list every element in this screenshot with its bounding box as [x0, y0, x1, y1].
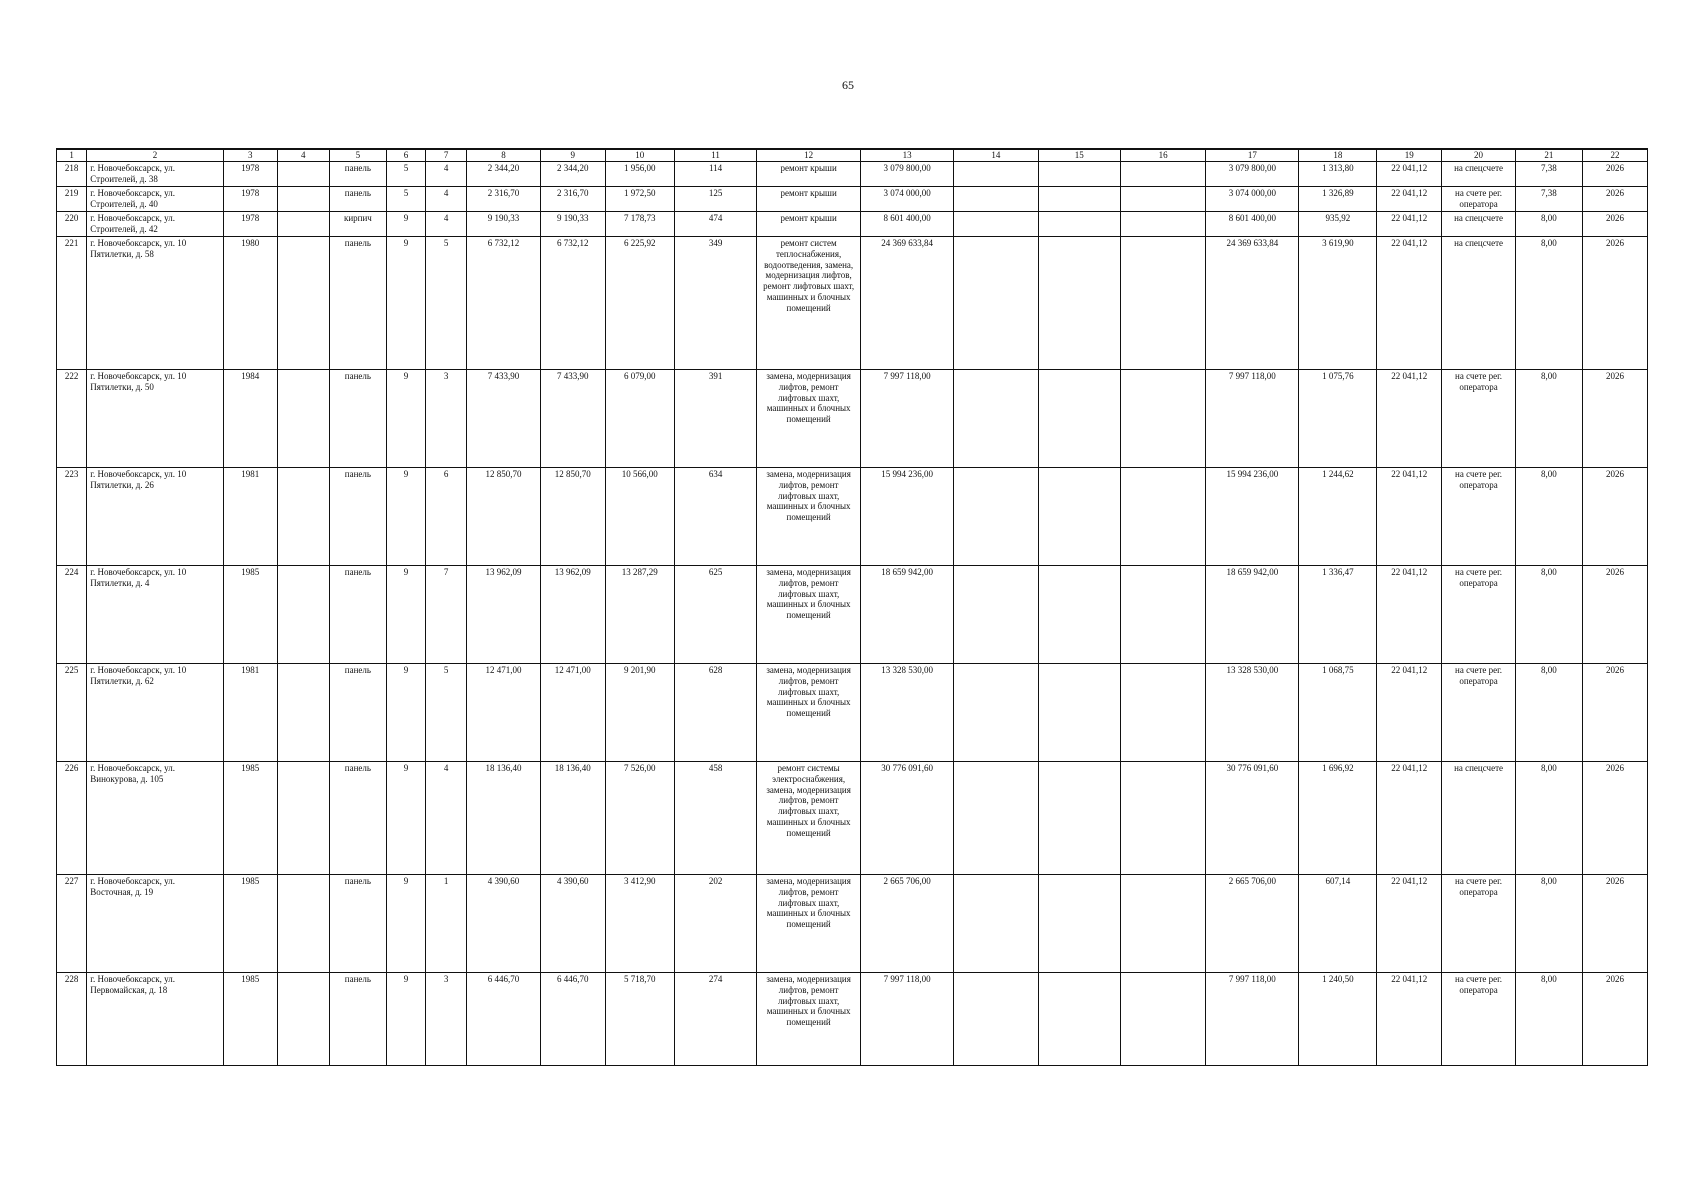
- col14-cell: [954, 162, 1038, 187]
- col4-cell: [277, 973, 329, 1066]
- work-type-cell: ремонт систем теплоснабжения, водоотведения, замена, модернизация лифтов, ремонт лифтовых шахт, машинных и блочных помещений: [757, 237, 861, 370]
- column-header-5: 5: [329, 149, 386, 162]
- rate-cell: 8,00: [1515, 762, 1582, 875]
- column-header-2: 2: [87, 149, 223, 162]
- col15-cell: [1038, 370, 1120, 468]
- year-cell: 1980: [223, 237, 277, 370]
- col4-cell: [277, 370, 329, 468]
- address-cell: г. Новочебоксарск, ул. 10 Пятилетки, д. 62: [87, 664, 223, 762]
- floors-cell: 5: [387, 162, 426, 187]
- row-number: 223: [57, 468, 87, 566]
- col15-cell: [1038, 875, 1120, 973]
- area-living-cell: 1 956,00: [605, 162, 674, 187]
- row-number: 220: [57, 212, 87, 237]
- area-living-cell: 5 718,70: [605, 973, 674, 1066]
- residents-cell: 634: [674, 468, 756, 566]
- address-cell: г. Новочебоксарск, ул. 10 Пятилетки, д. 4: [87, 566, 223, 664]
- deadline-cell: 2026: [1582, 162, 1647, 187]
- floors-cell: 9: [387, 468, 426, 566]
- area-used-cell: 12 850,70: [540, 468, 605, 566]
- row-number: 226: [57, 762, 87, 875]
- column-header-16: 16: [1120, 149, 1206, 162]
- account-cell: на спецсчете: [1442, 212, 1516, 237]
- account-cell: на счете рег. оператора: [1442, 187, 1516, 212]
- material-cell: панель: [329, 973, 386, 1066]
- col14-cell: [954, 468, 1038, 566]
- col14-cell: [954, 664, 1038, 762]
- col16-cell: [1120, 187, 1206, 212]
- column-header-18: 18: [1299, 149, 1377, 162]
- col14-cell: [954, 237, 1038, 370]
- col19-cell: 22 041,12: [1377, 973, 1442, 1066]
- table-row: [57, 762, 1648, 875]
- address-cell: г. Новочебоксарск, ул. Строителей, д. 42: [87, 212, 223, 237]
- area-used-cell: 18 136,40: [540, 762, 605, 875]
- table-row: [57, 237, 1648, 370]
- year-cell: 1981: [223, 468, 277, 566]
- col15-cell: [1038, 237, 1120, 370]
- column-header-9: 9: [540, 149, 605, 162]
- floors-cell: 9: [387, 370, 426, 468]
- col4-cell: [277, 212, 329, 237]
- entrances-cell: 5: [426, 237, 467, 370]
- col19-cell: 22 041,12: [1377, 237, 1442, 370]
- cost-cell: 3 074 000,00: [861, 187, 954, 212]
- material-cell: панель: [329, 468, 386, 566]
- column-header-19: 19: [1377, 149, 1442, 162]
- cost-cell: 13 328 530,00: [861, 664, 954, 762]
- column-header-6: 6: [387, 149, 426, 162]
- work-type-cell: замена, модернизация лифтов, ремонт лифтовых шахт, машинных и блочных помещений: [757, 370, 861, 468]
- area-total-cell: 7 433,90: [467, 370, 541, 468]
- row-number: 222: [57, 370, 87, 468]
- year-cell: 1978: [223, 187, 277, 212]
- col19-cell: 22 041,12: [1377, 875, 1442, 973]
- residents-cell: 458: [674, 762, 756, 875]
- table-row: [57, 875, 1648, 973]
- column-header-20: 20: [1442, 149, 1516, 162]
- column-number-header: [57, 149, 1648, 162]
- year-cell: 1985: [223, 973, 277, 1066]
- area-living-cell: 6 225,92: [605, 237, 674, 370]
- entrances-cell: 3: [426, 973, 467, 1066]
- residents-cell: 474: [674, 212, 756, 237]
- area-living-cell: 1 972,50: [605, 187, 674, 212]
- table-row: [57, 370, 1648, 468]
- deadline-cell: 2026: [1582, 468, 1647, 566]
- column-header-7: 7: [426, 149, 467, 162]
- col4-cell: [277, 237, 329, 370]
- area-used-cell: 4 390,60: [540, 875, 605, 973]
- col18-cell: 1 240,50: [1299, 973, 1377, 1066]
- column-header-10: 10: [605, 149, 674, 162]
- col17-cell: 3 079 800,00: [1206, 162, 1299, 187]
- col17-cell: 8 601 400,00: [1206, 212, 1299, 237]
- work-type-cell: ремонт системы электроснабжения, замена, модернизация лифтов, ремонт лифтовых шахт, машинных и блочных помещений: [757, 762, 861, 875]
- col15-cell: [1038, 162, 1120, 187]
- col19-cell: 22 041,12: [1377, 566, 1442, 664]
- year-cell: 1985: [223, 875, 277, 973]
- column-header-14: 14: [954, 149, 1038, 162]
- work-type-cell: замена, модернизация лифтов, ремонт лифтовых шахт, машинных и блочных помещений: [757, 566, 861, 664]
- column-header-17: 17: [1206, 149, 1299, 162]
- col15-cell: [1038, 212, 1120, 237]
- column-header-15: 15: [1038, 149, 1120, 162]
- table-row: [57, 162, 1648, 187]
- cost-cell: 7 997 118,00: [861, 973, 954, 1066]
- floors-cell: 5: [387, 187, 426, 212]
- area-used-cell: 2 344,20: [540, 162, 605, 187]
- col19-cell: 22 041,12: [1377, 162, 1442, 187]
- col17-cell: 30 776 091,60: [1206, 762, 1299, 875]
- col17-cell: 7 997 118,00: [1206, 370, 1299, 468]
- material-cell: панель: [329, 566, 386, 664]
- floors-cell: 9: [387, 664, 426, 762]
- residents-cell: 628: [674, 664, 756, 762]
- year-cell: 1984: [223, 370, 277, 468]
- table-row: [57, 566, 1648, 664]
- col17-cell: 15 994 236,00: [1206, 468, 1299, 566]
- address-cell: г. Новочебоксарск, ул. Первомайская, д. 18: [87, 973, 223, 1066]
- address-cell: г. Новочебоксарск, ул. Строителей, д. 40: [87, 187, 223, 212]
- area-living-cell: 10 566,00: [605, 468, 674, 566]
- material-cell: кирпич: [329, 212, 386, 237]
- floors-cell: 9: [387, 237, 426, 370]
- row-number: 219: [57, 187, 87, 212]
- col16-cell: [1120, 762, 1206, 875]
- col19-cell: 22 041,12: [1377, 664, 1442, 762]
- work-type-cell: замена, модернизация лифтов, ремонт лифтовых шахт, машинных и блочных помещений: [757, 664, 861, 762]
- col14-cell: [954, 566, 1038, 664]
- area-total-cell: 12 471,00: [467, 664, 541, 762]
- col16-cell: [1120, 973, 1206, 1066]
- col15-cell: [1038, 973, 1120, 1066]
- year-cell: 1981: [223, 664, 277, 762]
- rate-cell: 7,38: [1515, 187, 1582, 212]
- residents-cell: 625: [674, 566, 756, 664]
- repair-register-table: [56, 148, 1648, 1066]
- area-used-cell: 12 471,00: [540, 664, 605, 762]
- area-living-cell: 6 079,00: [605, 370, 674, 468]
- area-total-cell: 12 850,70: [467, 468, 541, 566]
- address-cell: г. Новочебоксарск, ул. 10 Пятилетки, д. 26: [87, 468, 223, 566]
- rate-cell: 8,00: [1515, 566, 1582, 664]
- work-type-cell: замена, модернизация лифтов, ремонт лифтовых шахт, машинных и блочных помещений: [757, 973, 861, 1066]
- col15-cell: [1038, 762, 1120, 875]
- account-cell: на спецсчете: [1442, 762, 1516, 875]
- deadline-cell: 2026: [1582, 370, 1647, 468]
- residents-cell: 349: [674, 237, 756, 370]
- page-number: 65: [842, 78, 854, 92]
- col15-cell: [1038, 664, 1120, 762]
- column-header-11: 11: [674, 149, 756, 162]
- column-header-22: 22: [1582, 149, 1647, 162]
- account-cell: на спецсчете: [1442, 162, 1516, 187]
- material-cell: панель: [329, 875, 386, 973]
- rate-cell: 7,38: [1515, 162, 1582, 187]
- area-used-cell: 9 190,33: [540, 212, 605, 237]
- table-row: [57, 973, 1648, 1066]
- area-used-cell: 13 962,09: [540, 566, 605, 664]
- table-row: [57, 187, 1648, 212]
- cost-cell: 2 665 706,00: [861, 875, 954, 973]
- account-cell: на счете рег. оператора: [1442, 664, 1516, 762]
- area-living-cell: 3 412,90: [605, 875, 674, 973]
- area-living-cell: 7 178,73: [605, 212, 674, 237]
- material-cell: панель: [329, 664, 386, 762]
- deadline-cell: 2026: [1582, 187, 1647, 212]
- column-header-12: 12: [757, 149, 861, 162]
- area-used-cell: 6 446,70: [540, 973, 605, 1066]
- entrances-cell: 4: [426, 162, 467, 187]
- row-number: 225: [57, 664, 87, 762]
- rate-cell: 8,00: [1515, 664, 1582, 762]
- deadline-cell: 2026: [1582, 212, 1647, 237]
- column-header-3: 3: [223, 149, 277, 162]
- table-body: [57, 162, 1648, 1066]
- col18-cell: 1 313,80: [1299, 162, 1377, 187]
- address-cell: г. Новочебоксарск, ул. 10 Пятилетки, д. 50: [87, 370, 223, 468]
- account-cell: на счете рег. оператора: [1442, 973, 1516, 1066]
- row-number: 221: [57, 237, 87, 370]
- address-cell: г. Новочебоксарск, ул. 10 Пятилетки, д. 58: [87, 237, 223, 370]
- rate-cell: 8,00: [1515, 212, 1582, 237]
- col4-cell: [277, 566, 329, 664]
- floors-cell: 9: [387, 566, 426, 664]
- col16-cell: [1120, 162, 1206, 187]
- col4-cell: [277, 875, 329, 973]
- col4-cell: [277, 664, 329, 762]
- row-number: 224: [57, 566, 87, 664]
- cost-cell: 15 994 236,00: [861, 468, 954, 566]
- account-cell: на счете рег. оператора: [1442, 468, 1516, 566]
- account-cell: на счете рег. оператора: [1442, 566, 1516, 664]
- area-used-cell: 2 316,70: [540, 187, 605, 212]
- account-cell: на счете рег. оператора: [1442, 875, 1516, 973]
- entrances-cell: 1: [426, 875, 467, 973]
- area-living-cell: 13 287,29: [605, 566, 674, 664]
- year-cell: 1985: [223, 566, 277, 664]
- area-total-cell: 2 316,70: [467, 187, 541, 212]
- col17-cell: 2 665 706,00: [1206, 875, 1299, 973]
- cost-cell: 7 997 118,00: [861, 370, 954, 468]
- table-row: [57, 664, 1648, 762]
- cost-cell: 8 601 400,00: [861, 212, 954, 237]
- col18-cell: 3 619,90: [1299, 237, 1377, 370]
- col4-cell: [277, 762, 329, 875]
- residents-cell: 202: [674, 875, 756, 973]
- col15-cell: [1038, 566, 1120, 664]
- work-type-cell: ремонт крыши: [757, 212, 861, 237]
- col14-cell: [954, 370, 1038, 468]
- column-header-8: 8: [467, 149, 541, 162]
- material-cell: панель: [329, 162, 386, 187]
- residents-cell: 125: [674, 187, 756, 212]
- area-total-cell: 6 732,12: [467, 237, 541, 370]
- col16-cell: [1120, 566, 1206, 664]
- area-total-cell: 18 136,40: [467, 762, 541, 875]
- col18-cell: 1 075,76: [1299, 370, 1377, 468]
- col19-cell: 22 041,12: [1377, 187, 1442, 212]
- col16-cell: [1120, 212, 1206, 237]
- col16-cell: [1120, 664, 1206, 762]
- deadline-cell: 2026: [1582, 762, 1647, 875]
- col19-cell: 22 041,12: [1377, 762, 1442, 875]
- col4-cell: [277, 162, 329, 187]
- column-header-21: 21: [1515, 149, 1582, 162]
- floors-cell: 9: [387, 875, 426, 973]
- account-cell: на спецсчете: [1442, 237, 1516, 370]
- col16-cell: [1120, 875, 1206, 973]
- entrances-cell: 6: [426, 468, 467, 566]
- row-number: 218: [57, 162, 87, 187]
- deadline-cell: 2026: [1582, 875, 1647, 973]
- work-type-cell: замена, модернизация лифтов, ремонт лифтовых шахт, машинных и блочных помещений: [757, 468, 861, 566]
- rate-cell: 8,00: [1515, 875, 1582, 973]
- material-cell: панель: [329, 237, 386, 370]
- entrances-cell: 4: [426, 212, 467, 237]
- col15-cell: [1038, 187, 1120, 212]
- col15-cell: [1038, 468, 1120, 566]
- col17-cell: 13 328 530,00: [1206, 664, 1299, 762]
- area-living-cell: 7 526,00: [605, 762, 674, 875]
- col19-cell: 22 041,12: [1377, 212, 1442, 237]
- col18-cell: 935,92: [1299, 212, 1377, 237]
- work-type-cell: замена, модернизация лифтов, ремонт лифтовых шахт, машинных и блочных помещений: [757, 875, 861, 973]
- row-number: 227: [57, 875, 87, 973]
- col16-cell: [1120, 468, 1206, 566]
- floors-cell: 9: [387, 973, 426, 1066]
- col18-cell: 1 696,92: [1299, 762, 1377, 875]
- entrances-cell: 4: [426, 187, 467, 212]
- col18-cell: 1 244,62: [1299, 468, 1377, 566]
- col14-cell: [954, 212, 1038, 237]
- floors-cell: 9: [387, 212, 426, 237]
- work-type-cell: ремонт крыши: [757, 187, 861, 212]
- col17-cell: 7 997 118,00: [1206, 973, 1299, 1066]
- material-cell: панель: [329, 370, 386, 468]
- material-cell: панель: [329, 762, 386, 875]
- entrances-cell: 4: [426, 762, 467, 875]
- rate-cell: 8,00: [1515, 973, 1582, 1066]
- year-cell: 1985: [223, 762, 277, 875]
- address-cell: г. Новочебоксарск, ул. Восточная, д. 19: [87, 875, 223, 973]
- cost-cell: 3 079 800,00: [861, 162, 954, 187]
- col14-cell: [954, 187, 1038, 212]
- material-cell: панель: [329, 187, 386, 212]
- table-row: [57, 468, 1648, 566]
- column-header-1: 1: [57, 149, 87, 162]
- col19-cell: 22 041,12: [1377, 468, 1442, 566]
- column-header-4: 4: [277, 149, 329, 162]
- entrances-cell: 3: [426, 370, 467, 468]
- cost-cell: 24 369 633,84: [861, 237, 954, 370]
- year-cell: 1978: [223, 212, 277, 237]
- floors-cell: 9: [387, 762, 426, 875]
- col16-cell: [1120, 370, 1206, 468]
- rate-cell: 8,00: [1515, 237, 1582, 370]
- residents-cell: 274: [674, 973, 756, 1066]
- col14-cell: [954, 875, 1038, 973]
- area-total-cell: 9 190,33: [467, 212, 541, 237]
- entrances-cell: 5: [426, 664, 467, 762]
- deadline-cell: 2026: [1582, 664, 1647, 762]
- area-total-cell: 13 962,09: [467, 566, 541, 664]
- table-row: [57, 212, 1648, 237]
- account-cell: на счете рег. оператора: [1442, 370, 1516, 468]
- col4-cell: [277, 187, 329, 212]
- col14-cell: [954, 762, 1038, 875]
- year-cell: 1978: [223, 162, 277, 187]
- entrances-cell: 7: [426, 566, 467, 664]
- col19-cell: 22 041,12: [1377, 370, 1442, 468]
- col17-cell: 24 369 633,84: [1206, 237, 1299, 370]
- rate-cell: 8,00: [1515, 370, 1582, 468]
- col4-cell: [277, 468, 329, 566]
- area-total-cell: 2 344,20: [467, 162, 541, 187]
- area-total-cell: 4 390,60: [467, 875, 541, 973]
- col14-cell: [954, 973, 1038, 1066]
- area-total-cell: 6 446,70: [467, 973, 541, 1066]
- deadline-cell: 2026: [1582, 973, 1647, 1066]
- col18-cell: 607,14: [1299, 875, 1377, 973]
- deadline-cell: 2026: [1582, 566, 1647, 664]
- rate-cell: 8,00: [1515, 468, 1582, 566]
- col16-cell: [1120, 237, 1206, 370]
- address-cell: г. Новочебоксарск, ул. Строителей, д. 38: [87, 162, 223, 187]
- area-used-cell: 7 433,90: [540, 370, 605, 468]
- area-used-cell: 6 732,12: [540, 237, 605, 370]
- col17-cell: 3 074 000,00: [1206, 187, 1299, 212]
- residents-cell: 114: [674, 162, 756, 187]
- address-cell: г. Новочебоксарск, ул. Винокурова, д. 105: [87, 762, 223, 875]
- area-living-cell: 9 201,90: [605, 664, 674, 762]
- column-header-13: 13: [861, 149, 954, 162]
- col18-cell: 1 336,47: [1299, 566, 1377, 664]
- work-type-cell: ремонт крыши: [757, 162, 861, 187]
- deadline-cell: 2026: [1582, 237, 1647, 370]
- col17-cell: 18 659 942,00: [1206, 566, 1299, 664]
- cost-cell: 30 776 091,60: [861, 762, 954, 875]
- row-number: 228: [57, 973, 87, 1066]
- col18-cell: 1 326,89: [1299, 187, 1377, 212]
- col18-cell: 1 068,75: [1299, 664, 1377, 762]
- residents-cell: 391: [674, 370, 756, 468]
- cost-cell: 18 659 942,00: [861, 566, 954, 664]
